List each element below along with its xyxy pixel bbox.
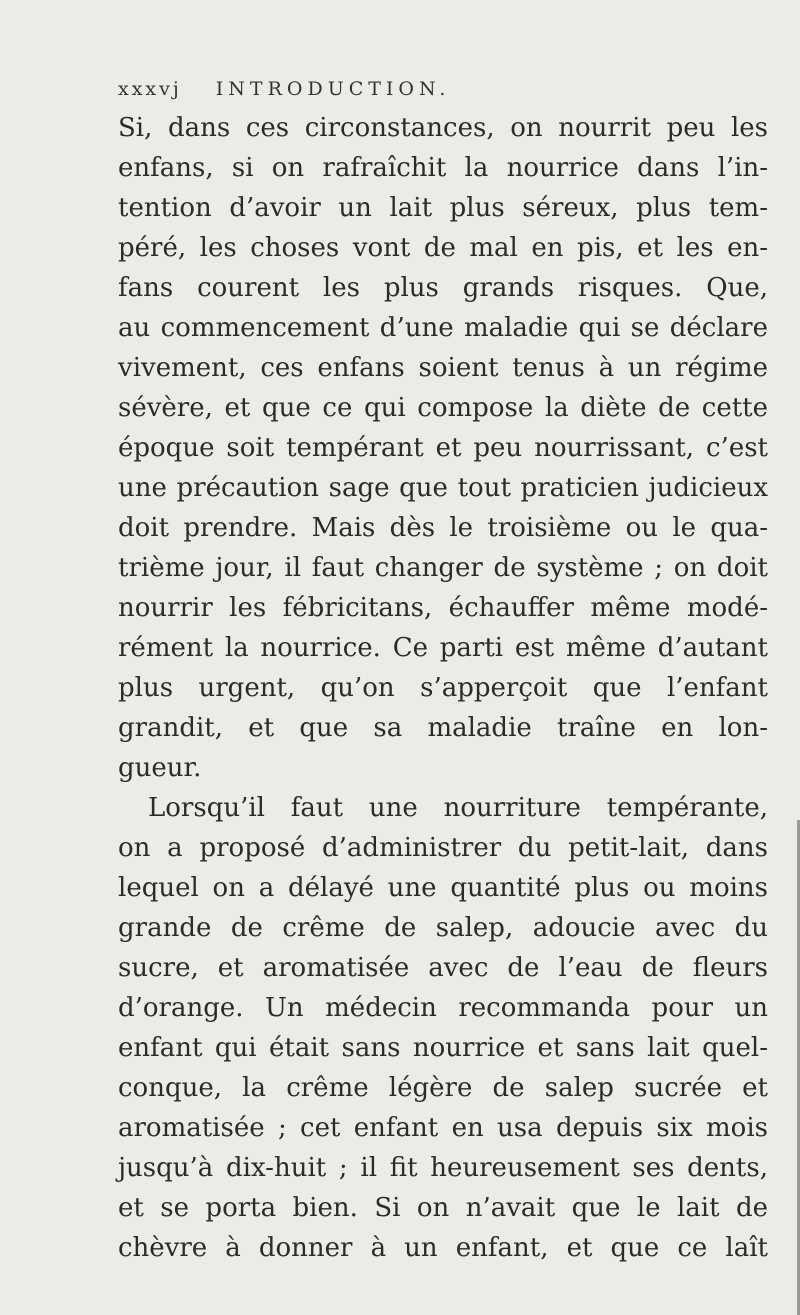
text-line: lequel on a délayé une quantité plus ou moins [118, 873, 768, 903]
text-line: époque soit tempérant et peu nourrissant, c’est [118, 433, 768, 463]
text-line: aromatisée ; cet enfant en usa depuis six mois [118, 1113, 768, 1143]
body-text [118, 108, 768, 1268]
text-line: Si, dans ces circonstances, on nourrit peu les [118, 113, 768, 143]
text-line: trième jour, il faut changer de système ; on doit [118, 553, 768, 583]
running-title: INTRODUCTION. [215, 78, 451, 100]
text-line: sévère, et que ce qui compose la diète de cette [118, 393, 768, 423]
text-line: vivement, ces enfans soient tenus à un régime [118, 353, 768, 383]
text-line: Lorsqu’il faut une nourriture tempérante, [148, 793, 768, 823]
text-line: péré, les choses vont de mal en pis, et les en- [118, 233, 768, 263]
text-line: plus urgent, qu’on s’apperçoit que l’enfant [118, 673, 768, 703]
text-line: une précaution sage que tout praticien judicieux [118, 473, 768, 503]
text-line: on a proposé d’administrer du petit-lait, dans [118, 833, 768, 863]
text-line: jusqu’à dix-huit ; il fit heureusement ses dents, [118, 1153, 768, 1183]
text-line: au commencement d’une maladie qui se déclare [118, 313, 768, 343]
text-line: grandit, et que sa maladie traîne en lon- [118, 713, 768, 743]
text-line: gueur. [118, 753, 202, 783]
text-line: chèvre à donner à un enfant, et que ce laît [118, 1233, 768, 1263]
text-line: d’orange. Un médecin recommanda pour un [118, 993, 768, 1023]
text-line: sucre, et aromatisée avec de l’eau de fleurs [118, 953, 768, 983]
text-line: fans courent les plus grands risques. Que, [118, 273, 768, 303]
text-line: rément la nourrice. Ce parti est même d’autant [118, 633, 768, 663]
running-header [118, 78, 450, 100]
text-line: enfans, si on rafraîchit la nourrice dans l’in- [118, 153, 768, 183]
page-number: xxxvj [118, 78, 182, 100]
text-line: et se porta bien. Si on n’avait que le lait de [118, 1193, 768, 1223]
text-line: nourrir les fébricitans, échauffer même modé- [118, 593, 768, 623]
text-line: tention d’avoir un lait plus séreux, plus tem- [118, 193, 768, 223]
text-line: conque, la crême légère de salep sucrée et [118, 1073, 768, 1103]
text-line: enfant qui était sans nourrice et sans lait quel- [118, 1033, 768, 1063]
text-line: grande de crême de salep, adoucie avec du [118, 913, 768, 943]
text-line: doit prendre. Mais dès le troisième ou le qua- [118, 513, 768, 543]
